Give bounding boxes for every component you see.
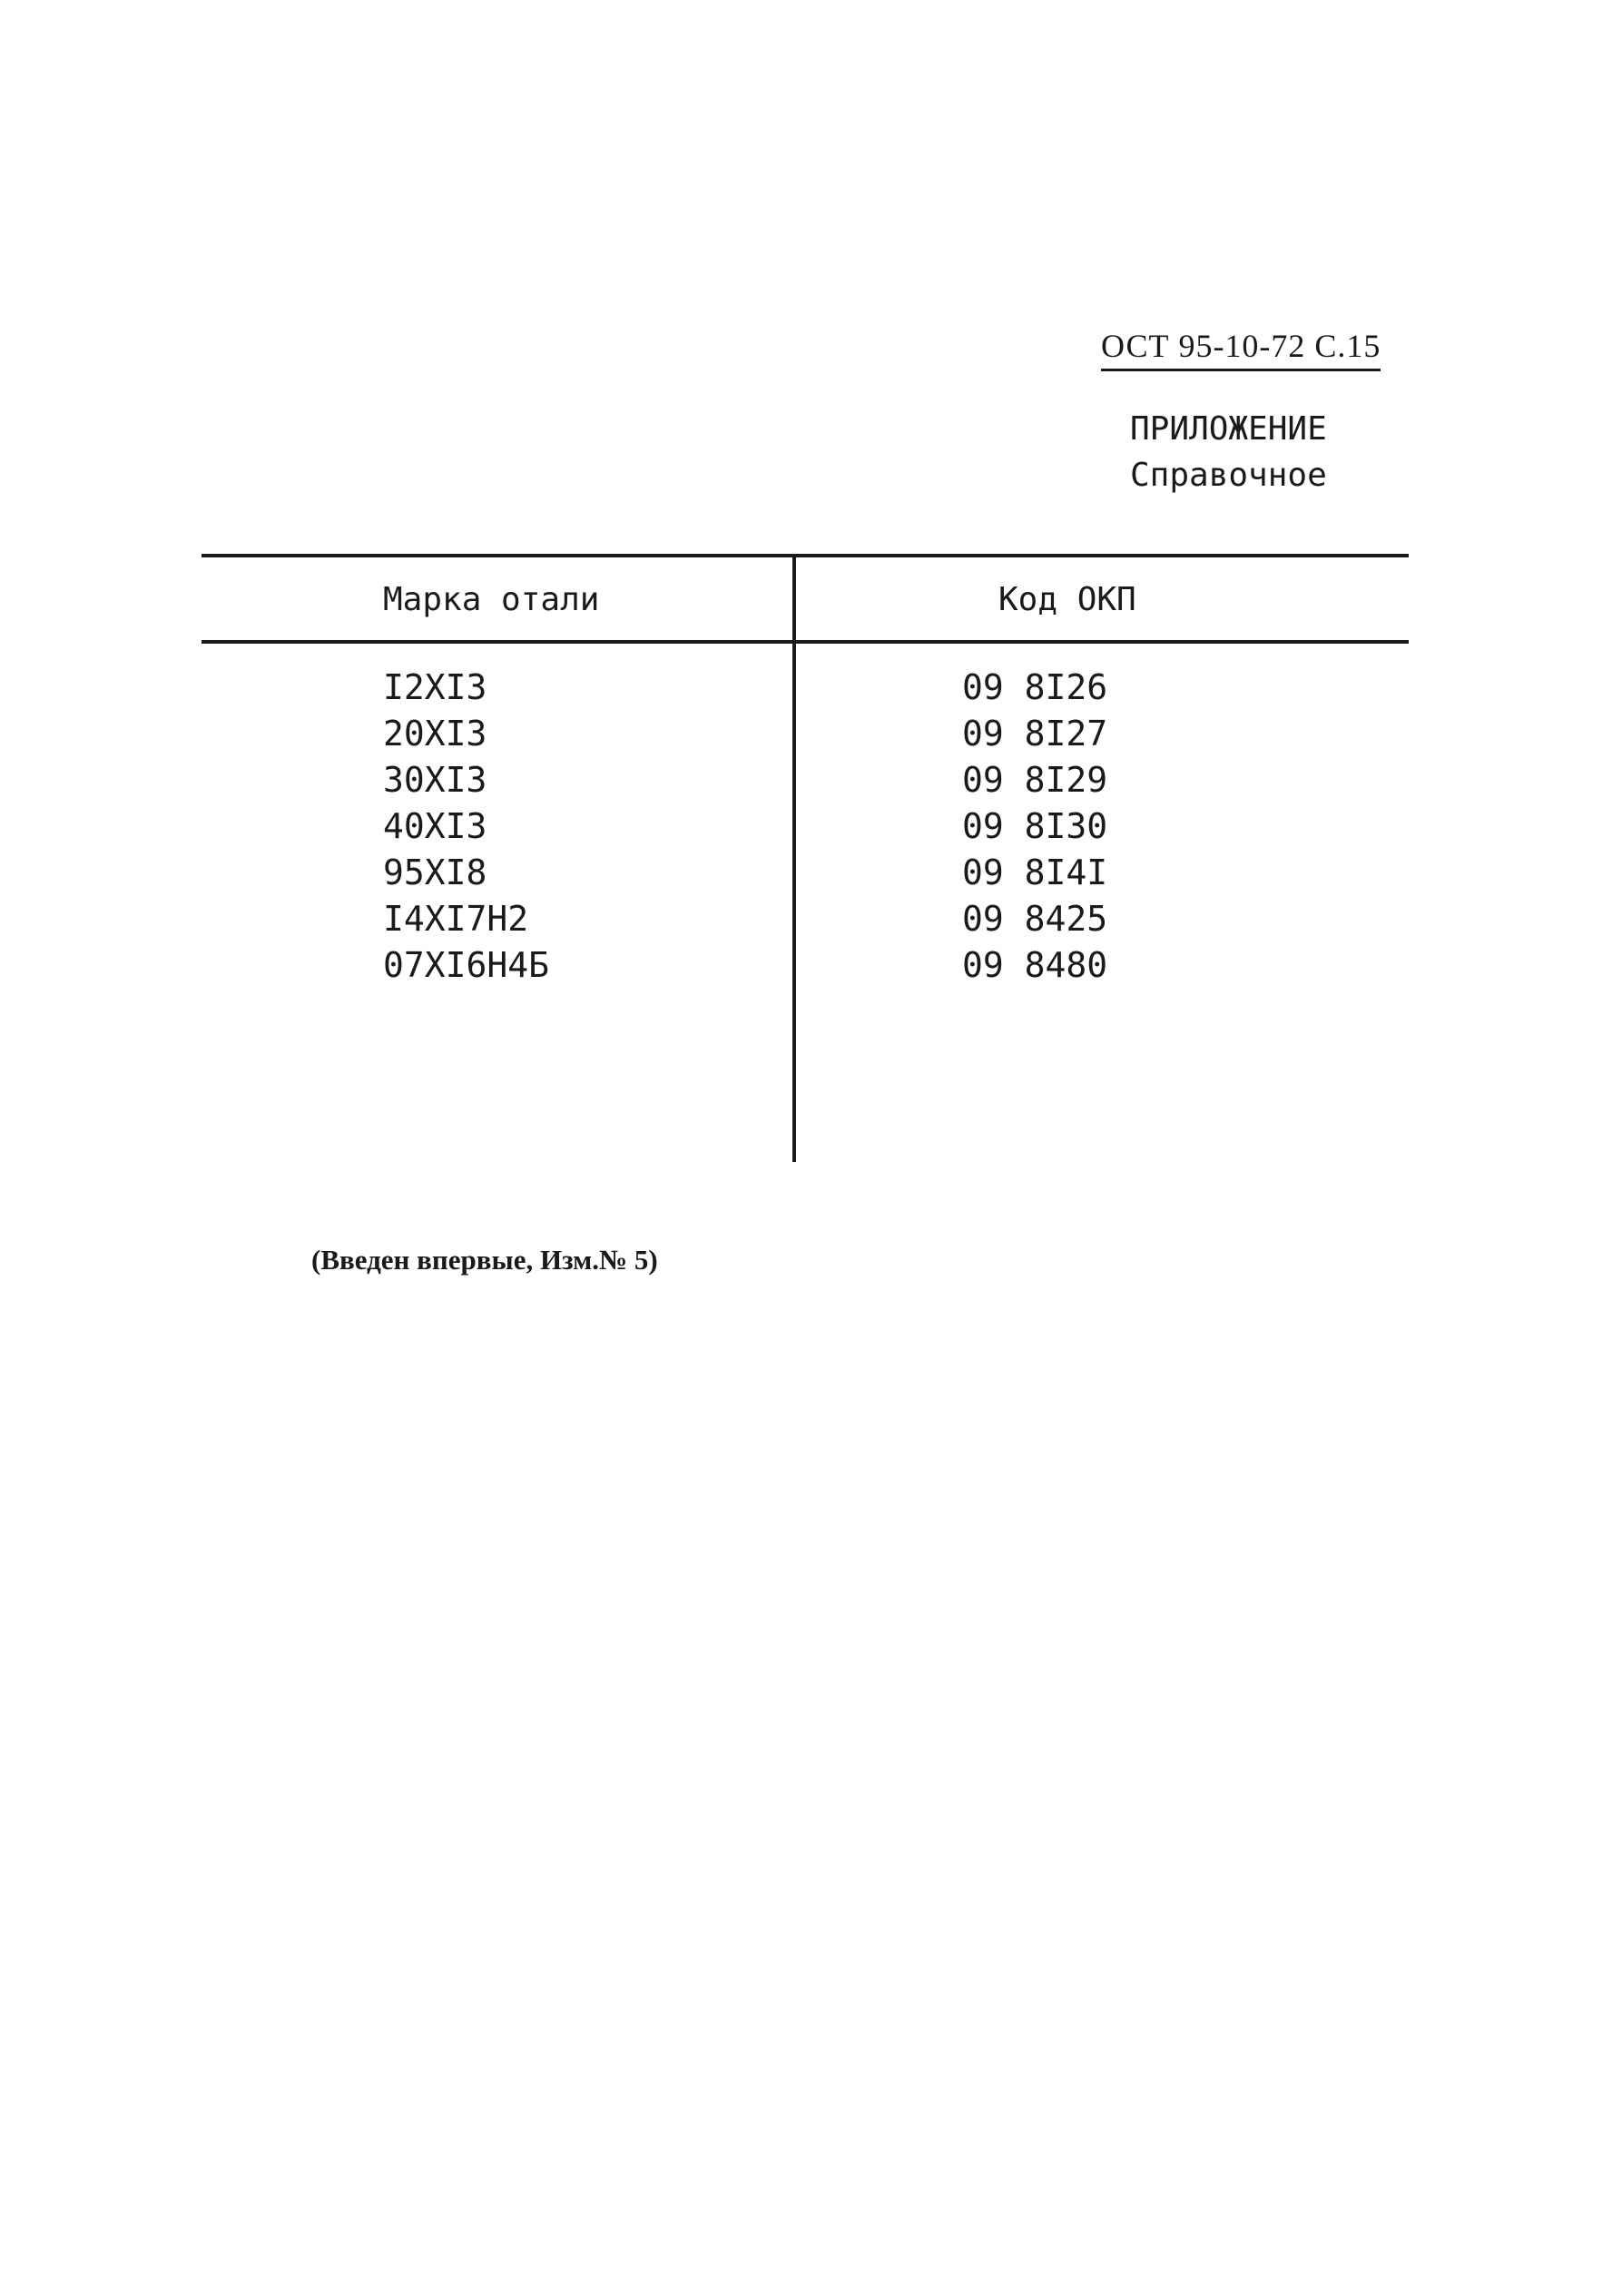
table-cell-grade: 30XI3 bbox=[383, 760, 487, 800]
column-header-steel-grade: Марка отали bbox=[383, 581, 600, 618]
table-cell-grade: 40XI3 bbox=[383, 806, 487, 846]
steel-grade-table bbox=[202, 554, 1409, 1162]
table-cell-code: 09 8425 bbox=[962, 899, 1108, 939]
revision-footnote: (Введен впервые, Изм.№ 5) bbox=[311, 1244, 658, 1276]
table-top-rule bbox=[202, 554, 1409, 557]
table-cell-grade: I2XI3 bbox=[383, 667, 487, 707]
table-cell-code: 09 8I27 bbox=[962, 714, 1108, 754]
column-header-okp-code: Код ОКП bbox=[998, 581, 1136, 618]
table-cell-grade: I4XI7H2 bbox=[383, 899, 529, 939]
document-code: ОСТ 95-10-72 С.15 bbox=[1101, 327, 1381, 371]
okp-code-column bbox=[962, 665, 1107, 989]
table-cell-code: 09 8I30 bbox=[962, 806, 1108, 846]
steel-grade-column bbox=[383, 665, 549, 989]
table-cell-grade: 07XI6H4Б bbox=[383, 945, 550, 985]
table-cell-code: 09 8I29 bbox=[962, 760, 1108, 800]
table-cell-code: 09 8I26 bbox=[962, 667, 1108, 707]
table-column-divider bbox=[792, 557, 796, 1162]
table-cell-code: 09 8480 bbox=[962, 945, 1108, 985]
appendix-title: ПРИЛОЖЕНИЕ bbox=[1130, 410, 1327, 448]
table-cell-grade: 20XI3 bbox=[383, 714, 487, 754]
table-header-rule bbox=[202, 640, 1409, 644]
table-cell-code: 09 8I4I bbox=[962, 852, 1108, 892]
table-cell-grade: 95XI8 bbox=[383, 852, 487, 892]
appendix-subtitle: Справочное bbox=[1130, 457, 1327, 494]
